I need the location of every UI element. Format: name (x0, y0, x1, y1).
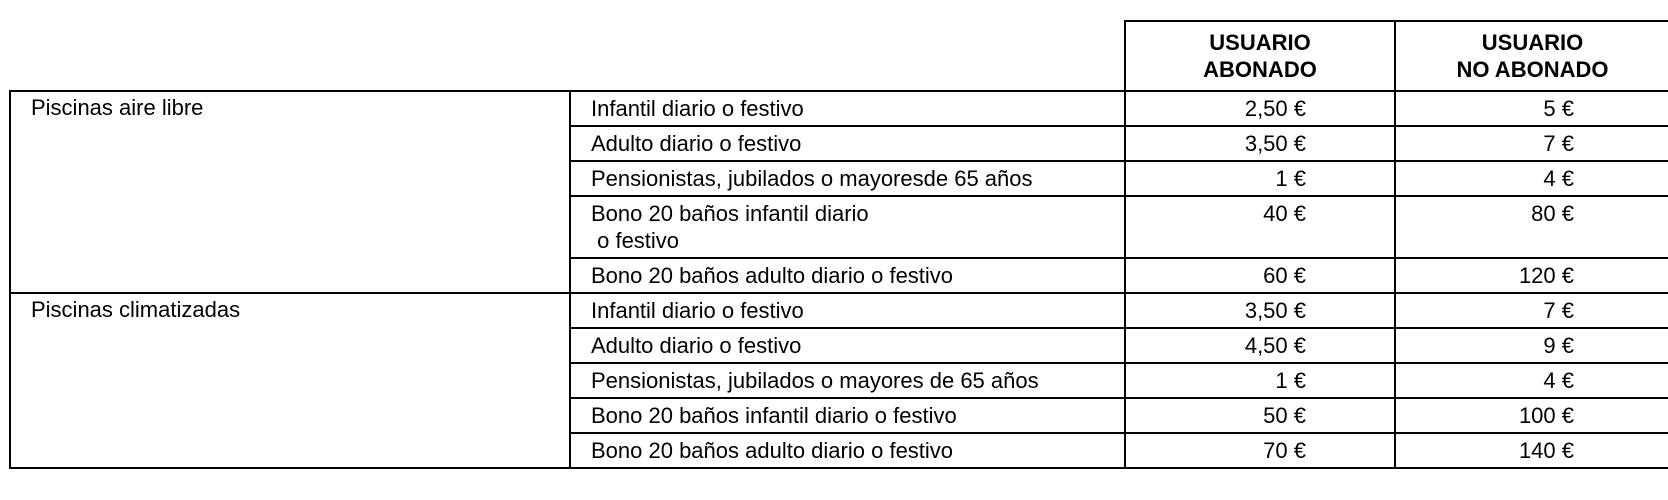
tariff-table (9, 20, 1668, 469)
facility-cell: Piscinas aire libre (10, 91, 570, 293)
table-header (10, 21, 1668, 91)
price-no-abonado-cell: 140 € (1395, 433, 1668, 468)
description-text: Infantil diario o festivo (591, 96, 804, 121)
price-abonado-cell: 3,50 € (1125, 293, 1395, 328)
price-no-abonado-cell: 80 € (1395, 196, 1668, 258)
table-row (10, 91, 1668, 126)
description-cell (570, 258, 1125, 293)
description-cell (570, 328, 1125, 363)
description-text: Bono 20 baños infantil diario (591, 201, 869, 226)
tariff-table-wrapper (9, 20, 1668, 469)
header-no-abonado-line1: USUARIO (1481, 30, 1584, 55)
price-no-abonado-cell: 4 € (1395, 161, 1668, 196)
description-text: Bono 20 baños infantil diario o festivo (591, 403, 957, 428)
header-row (10, 21, 1668, 91)
description-cell (570, 293, 1125, 328)
price-abonado-cell: 1 € (1125, 161, 1395, 196)
header-usuario-no-abonado (1395, 21, 1668, 91)
description-cell (570, 433, 1125, 468)
description-text: Infantil diario o festivo (591, 298, 804, 323)
header-no-abonado-line2: NO ABONADO (1456, 57, 1609, 82)
description-cell (570, 363, 1125, 398)
price-abonado-cell: 40 € (1125, 196, 1395, 258)
description-text: Adulto diario o festivo (591, 333, 802, 358)
header-abonado-line2: ABONADO (1203, 57, 1317, 82)
price-abonado-cell: 70 € (1125, 433, 1395, 468)
price-abonado-cell: 3,50 € (1125, 126, 1395, 161)
description-text: Bono 20 baños adulto diario o festivo (591, 438, 954, 463)
header-blank-cell (10, 21, 1125, 91)
description-cell (570, 398, 1125, 433)
price-no-abonado-cell: 5 € (1395, 91, 1668, 126)
description-text: Pensionistas, jubilados o mayores de 65 años (591, 368, 1039, 393)
header-usuario-abonado (1125, 21, 1395, 91)
price-abonado-cell: 4,50 € (1125, 328, 1395, 363)
description-cell (570, 196, 1125, 258)
facility-cell: Piscinas climatizadas (10, 293, 570, 468)
header-abonado-line1: USUARIO (1209, 30, 1311, 55)
price-abonado-cell: 1 € (1125, 363, 1395, 398)
description-text-continued: o festivo (591, 228, 680, 253)
price-no-abonado-cell: 9 € (1395, 328, 1668, 363)
description-text: Bono 20 baños adulto diario o festivo (591, 263, 954, 288)
price-no-abonado-cell: 120 € (1395, 258, 1668, 293)
price-no-abonado-cell: 7 € (1395, 293, 1668, 328)
price-no-abonado-cell: 100 € (1395, 398, 1668, 433)
table-body (10, 91, 1668, 468)
price-no-abonado-cell: 4 € (1395, 363, 1668, 398)
description-cell (570, 91, 1125, 126)
price-abonado-cell: 2,50 € (1125, 91, 1395, 126)
table-row (10, 293, 1668, 328)
description-cell (570, 126, 1125, 161)
description-text: Pensionistas, jubilados o mayoresde 65 años (591, 166, 1033, 191)
description-text: Adulto diario o festivo (591, 131, 802, 156)
description-cell (570, 161, 1125, 196)
price-abonado-cell: 60 € (1125, 258, 1395, 293)
price-no-abonado-cell: 7 € (1395, 126, 1668, 161)
price-abonado-cell: 50 € (1125, 398, 1395, 433)
